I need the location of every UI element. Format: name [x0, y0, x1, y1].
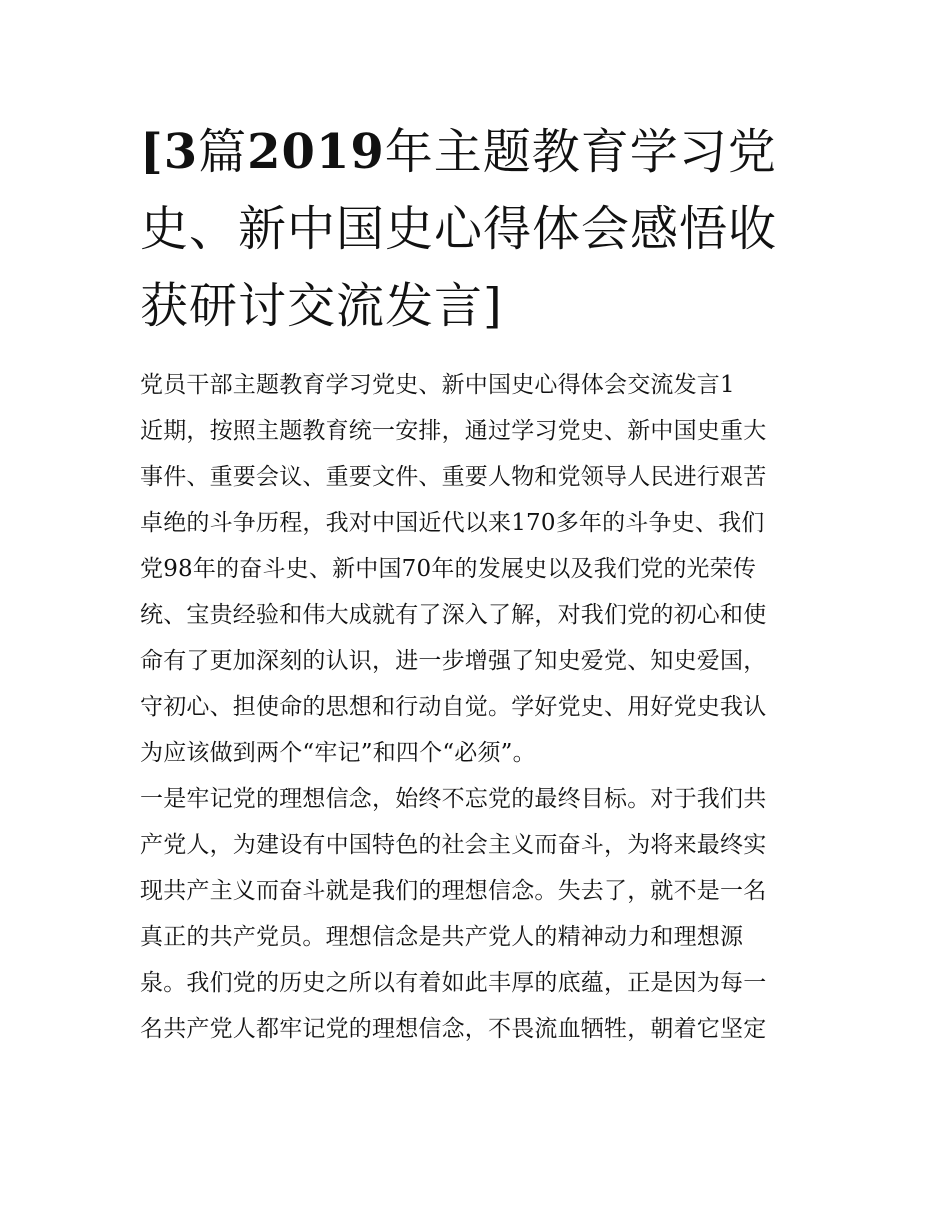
document-title: [140, 114, 820, 345]
title-bracket: [: [140, 124, 164, 180]
title-number-year: 2019: [247, 124, 385, 180]
body-line: 现共产主义而奋斗就是我们的理想信念。失去了，就不是一名: [140, 878, 767, 904]
document-body: [140, 362, 820, 1052]
body-line: 统、宝贵经验和伟大成就有了深入了解，对我们党的初心和使: [140, 602, 767, 628]
body-line: 近期，按照主题教育统一安排，通过学习党史、新中国史重大: [140, 418, 767, 444]
body-line: 真正的共产党员。理想信念是共产党人的精神动力和理想源: [140, 924, 744, 950]
title-line-1: [140, 114, 820, 191]
body-line: 为应该做到两个“牢记”和四个“必须”。: [140, 740, 536, 766]
body-line: 名共产党人都牢记党的理想信念，不畏流血牺牲，朝着它坚定: [140, 1016, 767, 1042]
title-line-3: 获研讨交流发言]: [140, 278, 503, 334]
title-number-count: 3: [163, 124, 199, 180]
body-line: 党98年的奋斗史、新中国70年的发展史以及我们党的光荣传: [140, 556, 757, 582]
body-line: 党员干部主题教育学习党史、新中国史心得体会交流发言1: [140, 372, 735, 398]
body-line: 命有了更加深刻的认识，进一步增强了知史爱党、知史爱国，: [140, 648, 767, 674]
body-line: 事件、重要会议、重要文件、重要人物和党领导人民进行艰苦: [140, 464, 767, 490]
body-line: 泉。我们党的历史之所以有着如此丰厚的底蕴，正是因为每一: [140, 970, 767, 996]
body-line: 产党人，为建设有中国特色的社会主义而奋斗，为将来最终实: [140, 832, 767, 858]
title-text: 年主题教育学习党: [384, 124, 777, 180]
body-line: 一是牢记党的理想信念，始终不忘党的最终目标。对于我们共: [140, 786, 767, 812]
body-line: 守初心、担使命的思想和行动自觉。学好党史、用好党史我认: [140, 694, 767, 720]
body-line: 卓绝的斗争历程，我对中国近代以来170多年的斗争史、我们: [140, 510, 765, 536]
title-word-pian: 篇: [198, 124, 248, 180]
title-line-2: 史、新中国史心得体会感悟收: [140, 201, 778, 257]
